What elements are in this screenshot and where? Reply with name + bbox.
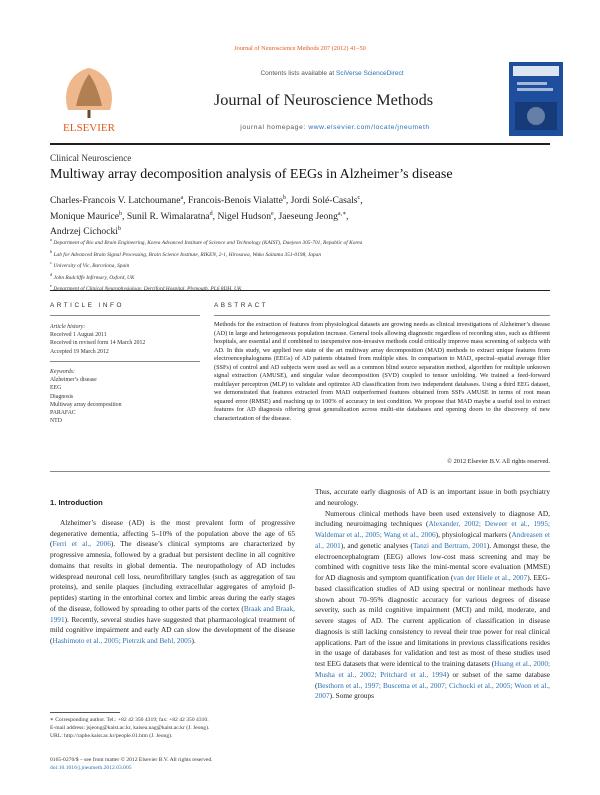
contents-line [182, 70, 482, 77]
citation-link[interactable]: Alexander, 2002; Deweer et al., 1995; Waldemar et al., 2005; Wang et al., 2006 [315, 519, 551, 539]
affiliation [50, 271, 550, 283]
author-affiliation-mark[interactable]: b [282, 195, 286, 201]
abstract-label: ABSTRACT [214, 302, 269, 309]
keywords-rule [50, 361, 200, 362]
footnote-rule [50, 712, 120, 713]
citation-link[interactable]: Huang et al., 2000; Musha et al., 2002; Pritchard et al., 1994 [315, 659, 550, 679]
author-name: , Nigel Hudson [212, 210, 272, 222]
keyword: Alzheimer’s disease [50, 377, 97, 384]
keyword: Multiway array decomposition [50, 401, 122, 408]
revised-date: Received in revised form 14 March 2012 [50, 340, 146, 347]
citation-link[interactable]: Ferri et al., 2006 [52, 539, 111, 549]
author-affiliation-mark[interactable]: c [357, 195, 361, 201]
author-affiliation-mark[interactable]: b [117, 226, 121, 233]
abstract-rule [214, 315, 550, 316]
affiliation-list [50, 236, 550, 294]
author-separator: , [346, 210, 349, 222]
citation-link[interactable]: Besthorn et al., 1997; Buscema et al., 2007; Cichocki et al., 2005; Woon et al., 2007 [315, 680, 550, 701]
affiliation-key: d [50, 271, 53, 277]
footnotes [50, 716, 295, 740]
keywords [50, 368, 200, 425]
author-name: , Jordi Solé-Casals [285, 195, 358, 207]
abstract-text: Methods for the extraction of features from physiological datasets are growing needs as clinical investigations of Alzheimer’s disease (AD) in large and heterogeneous population increase. General tools allowing diagnostic regardless of recording sites, such as different hospitals, are essential and if combined to inexpensive non-invasive methods could critically improve mass screening of subjects with AD. In this study, we applied two state of the art multiway array decomposition (MAD) methods to extract unique features from electroencephalograms (EEGs) of AD patients obtained from multiple sites. In comparison to MAD, spectral–spatial average filter (SSFs) of control and AD subjects were used as well as a common blind source separation method, algorithm for multiple unknown signal extraction (AMUSE), and singular value decomposition (SVD) coupled to tensor unfolding. We trained a feed-forward multilayer perceptron (MLP) to validate and optimize AD classification from two independent databases. Using a third EEG dataset, we demonstrated that features extracted from MAD outperformed features obtained from SSFs AMUSE in terms of root mean squared error (RMSE) and reaching up to 100% of accuracy in test condition. We propose that MAD maybe a useful tool to extract features for AD diagnosis offering great generalization across multi-site databases and opening doors to the discovery of new characterization of the disease. [214, 321, 550, 423]
article-title: Multiway array decomposition analysis of EEGs in Alzheimer’s disease [50, 167, 453, 182]
body-paragraph [315, 509, 550, 703]
affiliation-key: c [50, 260, 52, 266]
citation-link[interactable]: van der Hiele et al., 2007 [453, 573, 528, 582]
received-date: Received 1 August 2011 [50, 332, 107, 339]
author-name: Charles-Francois V. Latchoumane [50, 195, 181, 207]
journal-homepage [185, 124, 485, 131]
keyword: Diagnosis [50, 393, 74, 400]
front-matter-rule [50, 290, 550, 291]
citation-link[interactable]: Tanzi and Bertram, 2001 [412, 540, 487, 550]
article-info-label: ARTICLE INFO [50, 302, 124, 309]
keywords-title: Keywords: [50, 369, 75, 375]
text-run: ). Some groups [329, 691, 374, 701]
keyword: NTD [50, 418, 62, 425]
text-run: ), and genetic analyses ( [340, 540, 413, 550]
author-list [50, 192, 550, 239]
body-column-left [50, 498, 295, 647]
section-label: Clinical Neuroscience [50, 153, 132, 163]
author-name: , Francois-Benois Vialatte [183, 195, 283, 207]
affiliation-text: Department of Clinical Neurophysiology, Derriford Hospital, Plymouth, PL6 8DH, UK [53, 286, 242, 293]
publication-info [50, 756, 295, 772]
body-paragraph: Thus, accurate early diagnosis of AD is an important issue in both psychiatry and neurology. [315, 487, 550, 507]
homepage-link[interactable]: www.elsevier.com/locate/jneumeth [308, 124, 430, 131]
accepted-date: Accepted 19 March 2012 [50, 348, 109, 355]
article-info-rule [50, 315, 200, 316]
citation-link[interactable]: Andreasen et al., 2001 [315, 530, 550, 550]
author-name: , Sunil R. Wimalaratna [122, 210, 210, 222]
text-run: ) or subset of the same database ( [315, 669, 550, 690]
author-affiliation-mark[interactable]: e [271, 210, 274, 217]
text-run: ). The disease’s clinical symptoms are characterized by progressive amnesia, followed by a gradual but persistent decline in all cognitive domains that results in global dementia. The neuropathology of AD includes widespread neuronal cell loss, neurofibrillary tangles (such as aggregation of tau proteins), and senile plaques (including extracellular aggregates of amyloid β-peptides) starting in the entorhinal cortex and limbic areas during the early stages of the disease, followed by spreading to other parts of the cortex ( [50, 539, 295, 613]
affiliation-key: e [50, 283, 52, 289]
author-affiliation-mark[interactable]: d [209, 210, 213, 217]
masthead [50, 62, 550, 140]
author-name: Monique Maurice [50, 210, 120, 222]
text-run: ). [191, 636, 196, 645]
issn-line: 0165-0270/$ – see front matter © 2012 Elsevier B.V. All rights reserved. [50, 757, 213, 763]
affiliation-key: a [50, 237, 52, 242]
keyword: PARAFAC [50, 410, 76, 417]
affiliation-key: b [50, 248, 53, 254]
homepage-prefix: journal homepage: [240, 124, 306, 131]
masthead-rule [50, 143, 550, 145]
email-note: E-mail address: jsjeong@kaist.ac.kr, kaisea.nag@kaist.ac.kr (J. Jeong). [50, 725, 210, 731]
corresponding-author-note: ∗ Corresponding author. Tel.: +82 42 350 4319; fax: +82 42 350 4310. [50, 717, 209, 723]
sciencedirect-link[interactable]: SciVerse ScienceDirect [335, 70, 404, 77]
body-paragraph [50, 518, 295, 647]
text-run: Numerous clinical methods have been used extensively to diagnose AD, including neuroimaging techniques ( [315, 508, 550, 529]
contents-prefix: Contents lists available at [260, 70, 335, 77]
text-run: ). Amongst these, the electroencephalogram (EEG) allows low-cost mass screening and may be combined with cognitive tests like the mini-mental score evaluation (MMSE) for AD diagnosis and symptom quantification ( [315, 540, 550, 582]
citation-link[interactable]: Braak and Braak, 1991 [50, 603, 296, 624]
author-separator: , [360, 195, 363, 207]
url-note: URL: http://raphe.kaist.ac.kr/people.01.htm (J. Jeong). [50, 733, 173, 739]
author-name: Andrzej Cichocki [50, 226, 118, 238]
history-title: Article history: [50, 324, 86, 330]
journal-cover-image [509, 62, 563, 136]
affiliation [50, 236, 550, 248]
keyword: EEG [50, 385, 62, 392]
affiliation [50, 259, 550, 271]
affiliation-text: Lab for Advanced Brain Signal Processing, Brain Science Institute, RIKEN, 2-1, Hirosawa, Wako Saitama 351-0198, Japan [53, 251, 322, 258]
section-heading: 1. Introduction [50, 498, 103, 507]
affiliation-text: John Radcliffe Infirmary, Oxford, UK [53, 274, 135, 281]
doi-link[interactable]: doi:10.1016/j.jneumeth.2012.03.005 [50, 765, 132, 771]
elsevier-logo [50, 62, 128, 136]
affiliation [50, 282, 550, 294]
author-name: , Jaeseung Jeong [273, 210, 338, 222]
author-affiliation-mark[interactable]: a [180, 195, 184, 201]
text-run: ), physiological markers ( [435, 530, 512, 539]
body-column-right [315, 487, 550, 702]
text-run: ). Recently, several studies have suggested that pharmacological treatment of mild cognitive impairment and early AD can slow the development of the disease ( [50, 614, 295, 645]
journal-title: Journal of Neuroscience Methods [213, 90, 434, 109]
text-run: ). EEG-based classification studies of AD using spectral or nonlinear methods have shown about 70–95% diagnostic accuracy for various degrees of disease severity, such as mild cognitive impairment (MCI) and mild, moderate, and severe stages of AD. The current application of classification in disease diagnosis is still lacking consistency to reveal their true power for real clinical applications. Part of the issue and limitations in previous classifications resides in the usage of databases for validation and test as most of these studies used test EEG datasets that were identical to the training datasets ( [315, 573, 550, 668]
abstract-end-rule [50, 471, 550, 472]
affiliation [50, 248, 550, 260]
svg-text:ELSEVIER: ELSEVIER [63, 122, 115, 134]
citation-link[interactable]: Hashimoto et al., 2005; Pietrzik and Behl, 2005 [52, 636, 192, 645]
author-affiliation-mark[interactable]: b [119, 210, 123, 217]
affiliation-text: University of Vic, Barcelona, Spain [53, 262, 130, 269]
journal-citation: Journal of Neuroscience Methods 207 (2012) 41–50 [234, 45, 366, 52]
abstract-copyright: © 2012 Elsevier B.V. All rights reserved. [447, 458, 550, 465]
author-affiliation-mark[interactable]: a,∗ [337, 210, 347, 217]
text-run: Alzheimer’s disease (AD) is the most prevalent form of progressive degenerative dementia, affecting 5–10% of the population above the age of 65 ( [50, 517, 295, 549]
article-history [50, 323, 200, 356]
affiliation-text: Department of Bio and Brain Engineering, Korea Advanced Institute of Science and Technology (KAIST), Daejeon 305-701, Republic of Korea [53, 239, 363, 246]
